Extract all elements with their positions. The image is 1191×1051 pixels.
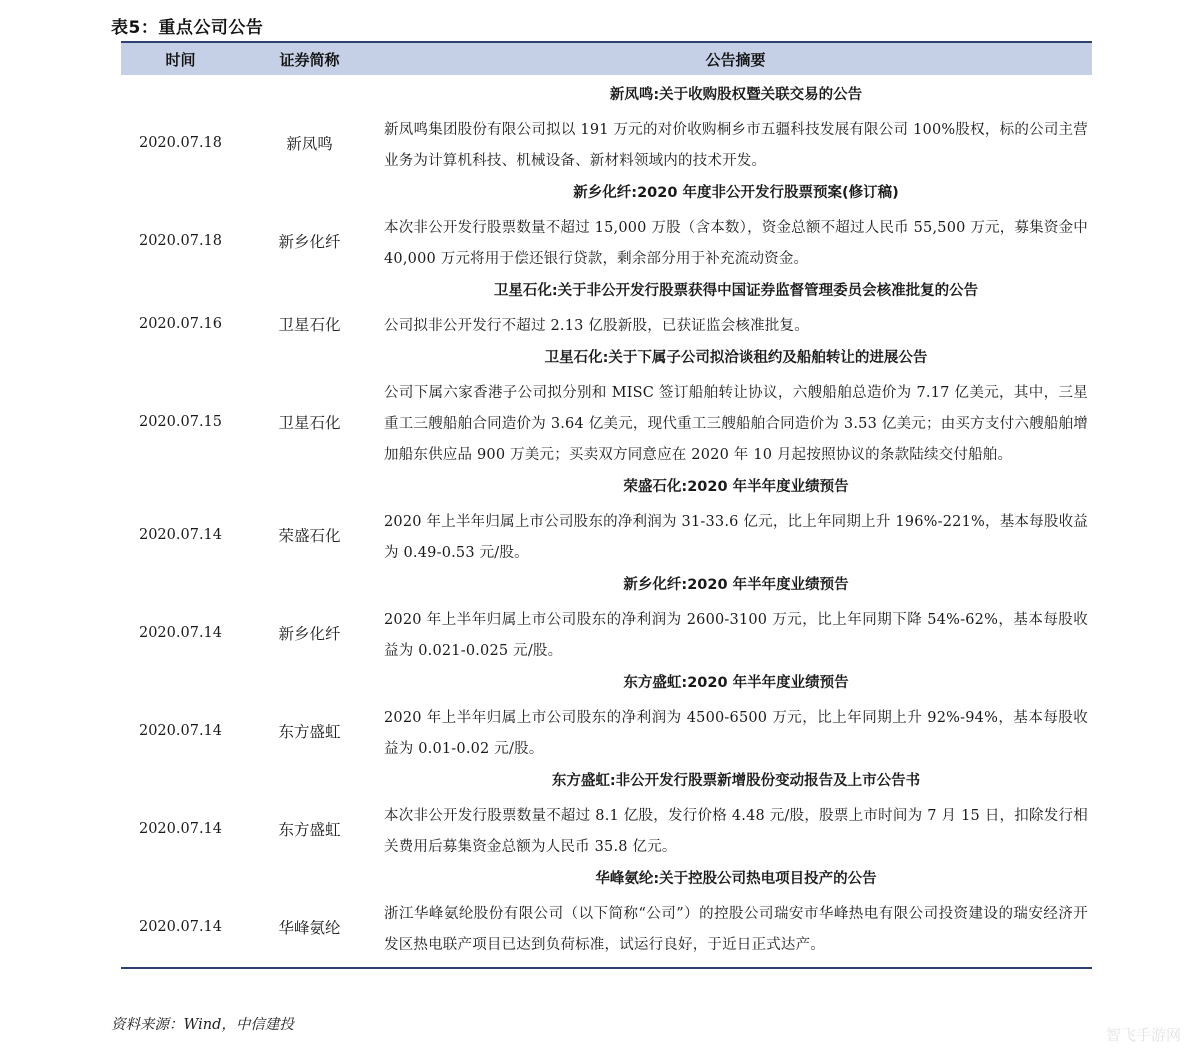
row-summary <box>379 79 1092 177</box>
row-body: 新凤鸣集团股份有限公司拟以 191 万元的对价收购桐乡市五疆科技发展有限公司 100%股权，标的公司主营业务为计算机科技、机械设备、新材料领域内的技术开发。 <box>384 122 1088 169</box>
row-body: 2020 年上半年归属上市公司股东的净利润为 4500-6500 万元，比上年同期上升 92%-94%，基本每股收益为 0.01-0.02 元/股。 <box>384 710 1088 757</box>
row-summary <box>379 863 1092 961</box>
table-row <box>121 275 1092 342</box>
row-body: 公司下属六家香港子公司拟分别和 MISC 签订船舶转让协议，六艘船舶总造价为 7.17 亿美元，其中，三星重工三艘船舶合同造价为 3.64 亿美元，现代重工三艘船舶合同造价为 3.53 亿美元；由买方支付六艘船舶增加船东供应品 900 万美元；买卖双方同意应在 2020 年 10 月起按照协议的条款陆续交付船舶。 <box>384 385 1088 463</box>
row-summary <box>379 275 1092 342</box>
row-summary <box>379 569 1092 667</box>
table-row <box>121 471 1092 569</box>
row-date: 2020.07.14 <box>138 625 223 641</box>
table-row <box>121 863 1092 961</box>
row-headline: 荣盛石化:2020 年半年度业绩预告 <box>623 479 849 495</box>
header-date: 时间 <box>165 50 196 69</box>
row-body: 2020 年上半年归属上市公司股东的净利润为 31-33.6 亿元，比上年同期上升 196%-221%，基本每股收益为 0.49-0.53 元/股。 <box>384 514 1088 561</box>
table-row <box>121 342 1092 471</box>
row-headline: 新乡化纤:2020 年度非公开发行股票预案(修订稿) <box>573 185 899 201</box>
table-row <box>121 79 1092 177</box>
table-row <box>121 177 1092 275</box>
row-name: 新凤鸣 <box>286 135 333 153</box>
bottom-rule <box>121 967 1092 969</box>
row-headline: 卫星石化:关于下属子公司拟洽谈租约及船舶转让的进展公告 <box>544 350 928 366</box>
announcement-table <box>121 41 1092 969</box>
table-row <box>121 569 1092 667</box>
header-name: 证券简称 <box>279 50 340 69</box>
row-body: 本次非公开发行股票数量不超过 15,000 万股（含本数），资金总额不超过人民币 55,500 万元，募集资金中 40,000 万元将用于偿还银行贷款，剩余部分用于补充流动资金。 <box>384 220 1088 267</box>
watermark: 智飞手游网 <box>1105 1026 1181 1044</box>
table-row <box>121 765 1092 863</box>
row-date: 2020.07.18 <box>138 135 223 151</box>
header-summary: 公告摘要 <box>705 50 766 69</box>
row-date: 2020.07.14 <box>138 527 223 543</box>
row-date: 2020.07.14 <box>138 821 223 837</box>
row-date: 2020.07.14 <box>138 919 223 935</box>
row-name: 荣盛石化 <box>278 527 341 545</box>
row-name: 华峰氨纶 <box>278 919 341 937</box>
row-headline: 东方盛虹:2020 年半年度业绩预告 <box>623 675 849 691</box>
row-body: 公司拟非公开发行不超过 2.13 亿股新股，已获证监会核准批复。 <box>384 318 809 334</box>
row-summary <box>379 342 1092 471</box>
row-date: 2020.07.16 <box>138 315 223 332</box>
row-summary <box>379 765 1092 863</box>
row-headline: 东方盛虹:非公开发行股票新增股份变动报告及上市公告书 <box>551 773 921 789</box>
row-headline: 新乡化纤:2020 年半年度业绩预告 <box>623 577 849 593</box>
row-name: 新乡化纤 <box>278 625 341 643</box>
source-note: 资料来源：Wind，中信建投 <box>111 1017 294 1033</box>
row-body: 本次非公开发行股票数量不超过 8.1 亿股，发行价格 4.48 元/股，股票上市时间为 7 月 15 日，扣除发行相关费用后募集资金总额为人民币 35.8 亿元。 <box>384 808 1088 855</box>
row-body: 2020 年上半年归属上市公司股东的净利润为 2600-3100 万元，比上年同期下降 54%-62%，基本每股收益为 0.021-0.025 元/股。 <box>384 612 1088 659</box>
row-date: 2020.07.18 <box>138 233 223 249</box>
row-summary <box>379 177 1092 275</box>
row-name: 东方盛虹 <box>278 821 341 839</box>
table-title: 表5：重点公司公告 <box>111 18 264 38</box>
row-name: 卫星石化 <box>278 315 341 334</box>
row-date: 2020.07.15 <box>138 413 223 430</box>
table-header <box>121 43 1092 75</box>
row-name: 东方盛虹 <box>278 723 341 741</box>
row-summary <box>379 667 1092 765</box>
row-headline: 新凤鸣:关于收购股权暨关联交易的公告 <box>609 87 863 103</box>
row-headline: 卫星石化:关于非公开发行股票获得中国证券监督管理委员会核准批复的公告 <box>493 283 979 299</box>
row-name: 卫星石化 <box>278 413 341 432</box>
row-body: 浙江华峰氨纶股份有限公司（以下简称“公司”）的控股公司瑞安市华峰热电有限公司投资建设的瑞安经济开发区热电联产项目已达到负荷标准，试运行良好，于近日正式达产。 <box>384 906 1088 953</box>
row-name: 新乡化纤 <box>278 233 341 251</box>
row-date: 2020.07.14 <box>138 723 223 739</box>
row-summary <box>379 471 1092 569</box>
row-headline: 华峰氨纶:关于控股公司热电项目投产的公告 <box>595 871 877 887</box>
table-row <box>121 667 1092 765</box>
table-body <box>121 75 1092 961</box>
